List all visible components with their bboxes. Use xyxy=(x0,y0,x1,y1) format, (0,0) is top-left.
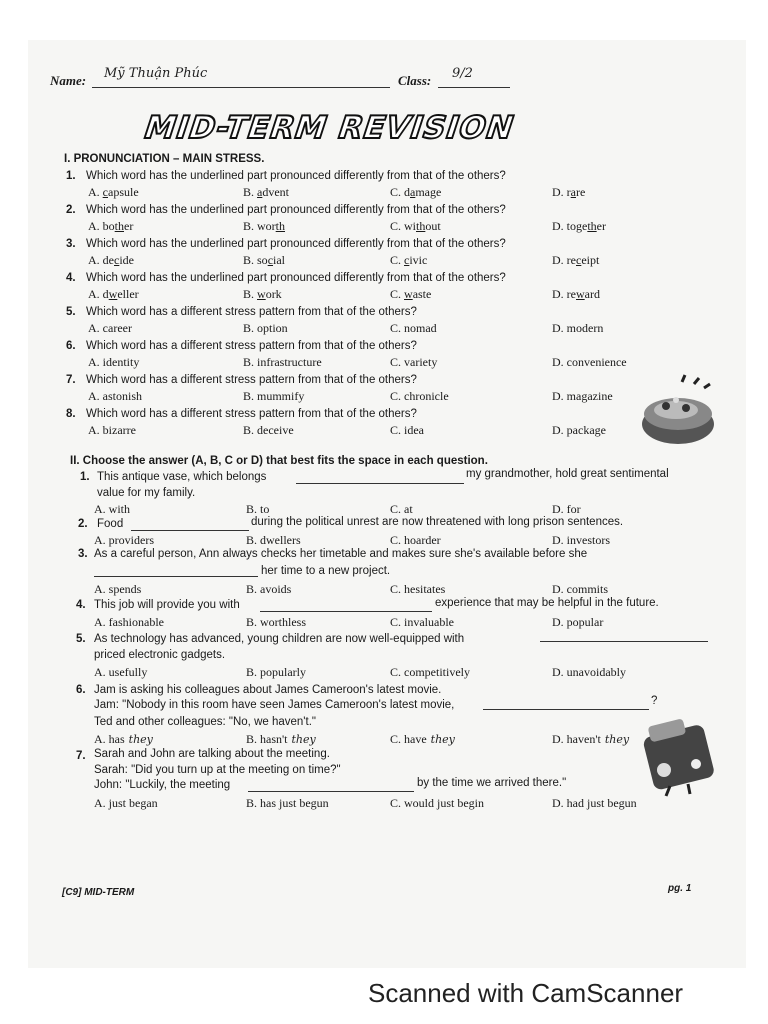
answer-option: C. invaluable xyxy=(390,615,454,629)
question-number: 8. xyxy=(66,408,76,420)
question-text: Which word has a different stress pattern from that of the others? xyxy=(86,408,417,420)
question-number: 6. xyxy=(66,340,76,352)
question-text: This job will provide you with xyxy=(94,599,240,611)
question-text: Which word has a different stress pattern from that of the others? xyxy=(86,306,417,318)
answer-option: B. popularly xyxy=(246,665,306,679)
answer-option: A. astonish xyxy=(88,389,142,403)
question-number: 7. xyxy=(76,750,86,762)
answer-option: B. hasn't they xyxy=(246,732,316,746)
answer-option: A. capsule xyxy=(88,185,139,199)
question-text: Which word has the underlined part pronounced differently from that of the others? xyxy=(86,204,506,216)
question-text: As technology has advanced, young children are now well-equipped with xyxy=(94,633,465,645)
answer-option: B. option xyxy=(243,321,288,335)
answer-blank xyxy=(296,483,464,484)
answer-option: D. popular xyxy=(552,615,604,629)
answer-option: D. modern xyxy=(552,321,604,335)
name-label: Name: xyxy=(50,73,87,88)
answer-option: A. spends xyxy=(94,582,142,596)
answer-option: B. worthless xyxy=(246,615,306,629)
answer-option: D. receipt xyxy=(552,253,600,267)
class-label: Class: xyxy=(398,73,432,88)
answer-blank xyxy=(540,641,708,642)
question-text: This antique vase, which belongs xyxy=(97,471,267,483)
answer-option: C. hoarder xyxy=(390,533,441,547)
class-line xyxy=(438,87,510,88)
question-text: her time to a new project. xyxy=(261,565,391,577)
answer-option: A. identity xyxy=(88,355,140,369)
question-text: Ted and other colleagues: "No, we haven't." xyxy=(94,716,316,728)
answer-blank xyxy=(260,611,432,612)
footer-left: [C9] MID-TERM xyxy=(62,887,135,898)
question-number: 3. xyxy=(78,548,88,560)
answer-option: C. damage xyxy=(390,185,442,199)
answer-option: C. chronicle xyxy=(390,389,449,403)
question-text: Which word has the underlined part pronounced differently from that of the others? xyxy=(86,272,506,284)
answer-option: D. investors xyxy=(552,533,610,547)
question-text: Which word has a different stress pattern from that of the others? xyxy=(86,340,417,352)
page-number: pg. 1 xyxy=(668,883,692,894)
answer-option: B. avoids xyxy=(246,582,292,596)
question-number: 1. xyxy=(80,471,90,483)
question-mark: ? xyxy=(651,695,658,707)
answer-option: A. just began xyxy=(94,796,158,810)
question-number: 5. xyxy=(66,306,76,318)
handwritten-note: they xyxy=(430,733,455,746)
answer-option: C. idea xyxy=(390,423,424,437)
question-number: 1. xyxy=(66,170,76,182)
question-text: John: "Luckily, the meeting xyxy=(94,779,231,791)
question-text: Sarah: "Did you turn up at the meeting on time?" xyxy=(94,764,341,776)
answer-option: A. providers xyxy=(94,533,154,547)
answer-option: A. dweller xyxy=(88,287,139,301)
answer-option: A. with xyxy=(94,502,130,516)
name-line xyxy=(92,87,390,88)
answer-option: D. convenience xyxy=(552,355,627,369)
answer-option: D. reward xyxy=(552,287,600,301)
question-number: 5. xyxy=(76,633,86,645)
answer-option: B. worth xyxy=(243,219,286,233)
question-text: Sarah and John are talking about the meeting. xyxy=(94,748,330,760)
answer-option: D. package xyxy=(552,423,606,437)
answer-option: C. have they xyxy=(390,732,455,746)
toaster-illustration xyxy=(640,708,722,798)
answer-option: C. waste xyxy=(390,287,432,301)
answer-option: B. has just begun xyxy=(246,796,329,810)
answer-option: D. together xyxy=(552,219,606,233)
answer-blank xyxy=(248,791,414,792)
question-text: Jam: "Nobody in this room have seen James Cameroon's latest movie, xyxy=(94,699,455,711)
page-title: MID-TERM REVISION xyxy=(139,110,520,146)
answer-option: A. decide xyxy=(88,253,134,267)
question-text: Which word has a different stress pattern from that of the others? xyxy=(86,374,417,386)
answer-option: A. career xyxy=(88,321,132,335)
answer-option: C. competitively xyxy=(390,665,470,679)
question-text: experience that may be helpful in the future. xyxy=(435,597,659,609)
question-number: 2. xyxy=(78,518,88,530)
answer-option: A. fashionable xyxy=(94,615,164,629)
handwritten-note: they xyxy=(128,733,153,746)
answer-option: D. haven't they xyxy=(552,732,630,746)
question-text: As a careful person, Ann always checks her timetable and makes sure she's available before she xyxy=(94,548,588,560)
answer-option: B. mummify xyxy=(243,389,305,403)
question-text: priced electronic gadgets. xyxy=(94,649,226,661)
answer-option: D. had just begun xyxy=(552,796,637,810)
question-text: by the time we arrived there." xyxy=(417,777,567,789)
answer-option: A. bizarre xyxy=(88,423,136,437)
question-text: Which word has the underlined part pronounced differently from that of the others? xyxy=(86,170,506,182)
answer-option: A. has they xyxy=(94,732,153,746)
answer-option: C. variety xyxy=(390,355,438,369)
answer-option: B. work xyxy=(243,287,282,301)
answer-option: C. at xyxy=(390,502,413,516)
question-number: 3. xyxy=(66,238,76,250)
handwritten-note: they xyxy=(604,733,630,746)
handwritten-note: they xyxy=(291,733,316,746)
answer-option: C. without xyxy=(390,219,441,233)
class-handwritten: 9/2 xyxy=(452,66,473,81)
question-text: Jam is asking his colleagues about James Cameroon's latest movie. xyxy=(94,684,442,696)
answer-blank xyxy=(131,530,249,531)
answer-option: A. usefully xyxy=(94,665,148,679)
answer-option: D. rare xyxy=(552,185,586,199)
answer-option: C. hesitates xyxy=(390,582,446,596)
question-text: Which word has the underlined part pronounced differently from that of the others? xyxy=(86,238,506,250)
question-number: 4. xyxy=(76,599,86,611)
question-number: 2. xyxy=(66,204,76,216)
question-text: my grandmother, hold great sentimental xyxy=(466,468,669,480)
section-1-heading: I. PRONUNCIATION – MAIN STRESS. xyxy=(64,153,265,165)
answer-option: B. social xyxy=(243,253,286,267)
answer-option: B. infrastructure xyxy=(243,355,322,369)
question-number: 7. xyxy=(66,374,76,386)
answer-option: B. deceive xyxy=(243,423,294,437)
answer-option: B. to xyxy=(246,502,270,516)
answer-option: C. civic xyxy=(390,253,428,267)
answer-blank xyxy=(94,576,258,577)
question-number: 6. xyxy=(76,684,86,696)
cake-illustration xyxy=(636,372,718,454)
answer-option: B. dwellers xyxy=(246,533,301,547)
question-text: value for my family. xyxy=(97,487,196,499)
camscanner-watermark: Scanned with CamScanner xyxy=(368,978,684,1008)
answer-option: D. for xyxy=(552,502,581,516)
question-text: Food xyxy=(97,518,124,530)
answer-option: D. unavoidably xyxy=(552,665,626,679)
answer-option: D. commits xyxy=(552,582,608,596)
answer-option: A. bother xyxy=(88,219,134,233)
answer-blank xyxy=(483,709,649,710)
answer-option: C. would just begin xyxy=(390,796,485,810)
question-number: 4. xyxy=(66,272,76,284)
answer-option: B. advent xyxy=(243,185,290,199)
answer-option: C. nomad xyxy=(390,321,437,335)
question-text: during the political unrest are now threatened with long prison sentences. xyxy=(251,516,624,528)
section-2-heading: II. Choose the answer (A, B, C or D) that best fits the space in each question. xyxy=(70,455,488,467)
name-handwritten: Mỹ Thuận Phúc xyxy=(104,66,208,81)
answer-option: D. magazine xyxy=(552,389,613,403)
